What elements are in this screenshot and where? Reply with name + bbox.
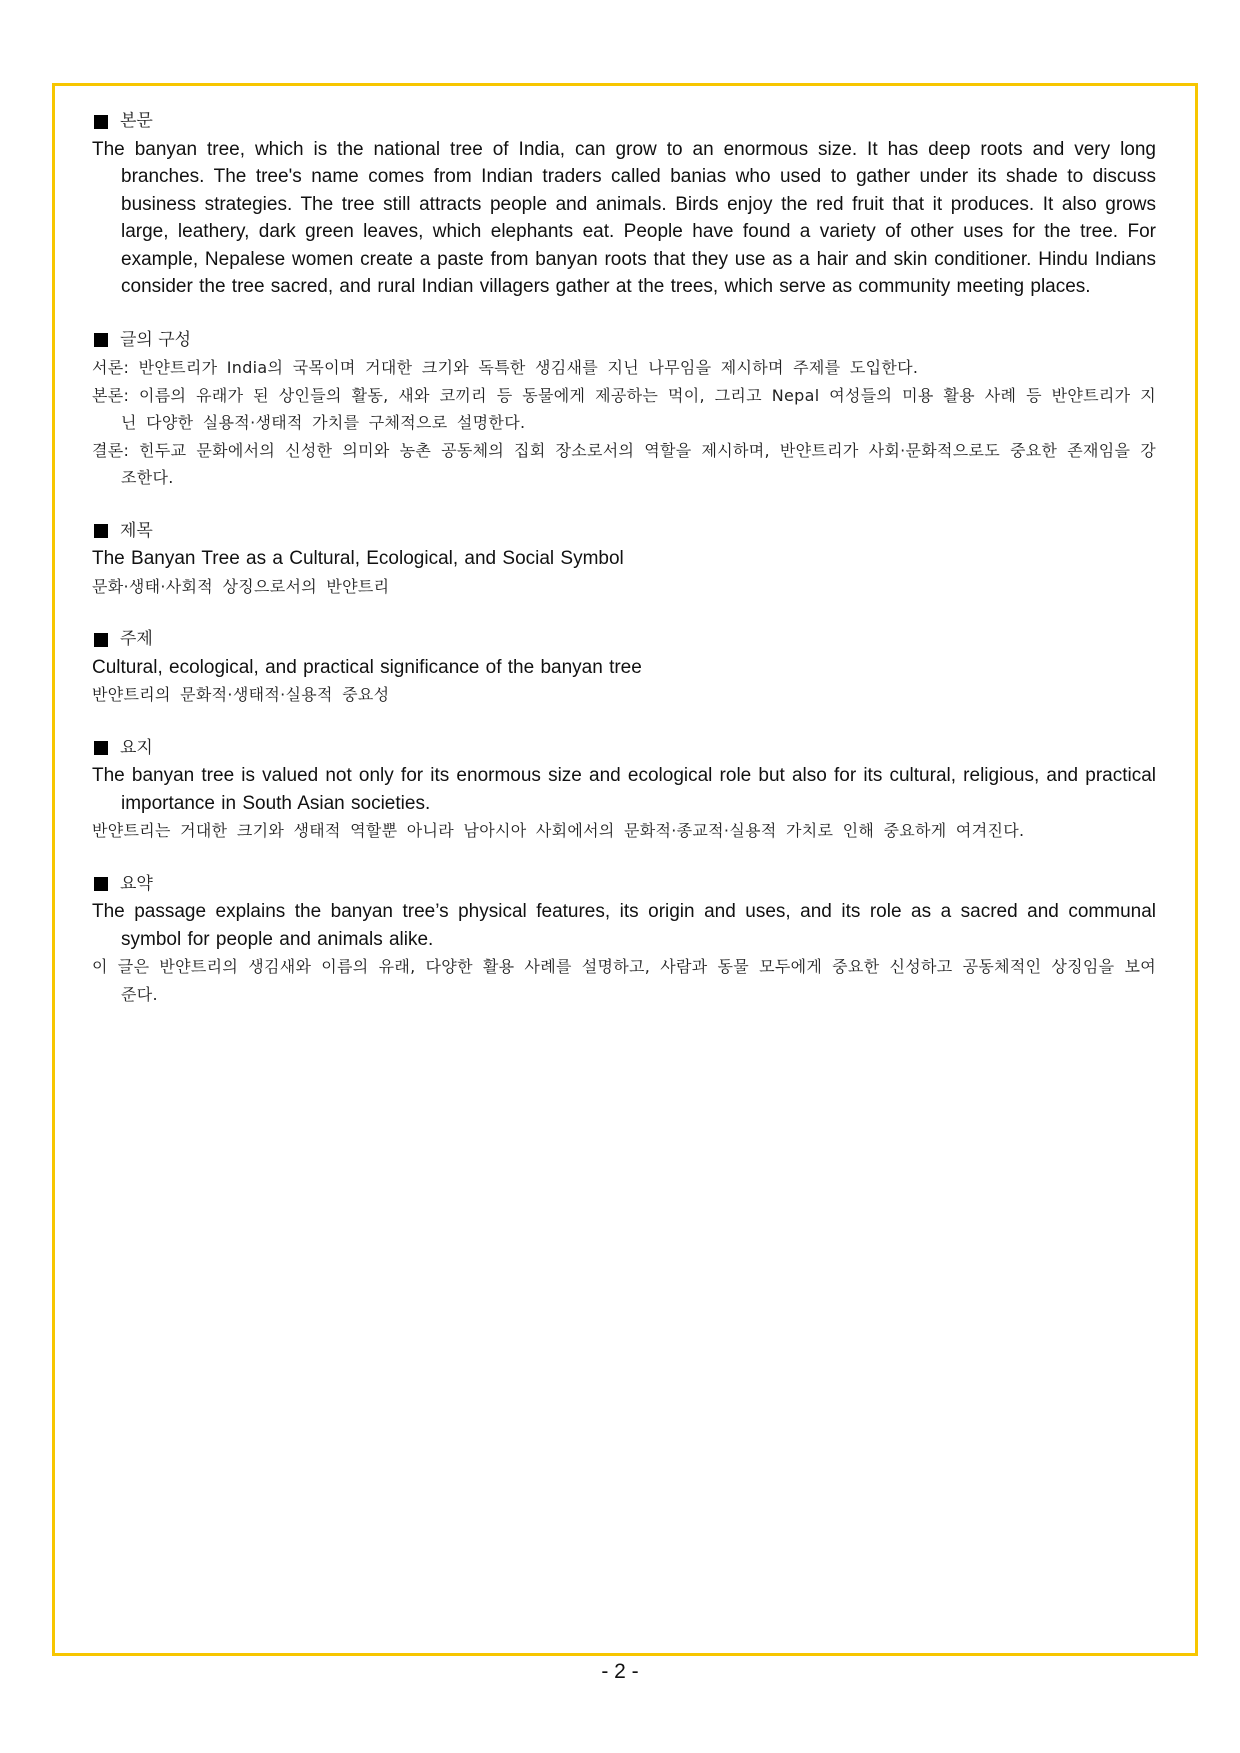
theme-en: Cultural, ecological, and practical significance of the banyan tree [92, 656, 642, 678]
section-heading [92, 871, 1156, 899]
gist-ko: 반얀트리는 거대한 크기와 생태적 역할뿐 아니라 남아시아 사회에서의 문화적·종교적·실용적 가치로 인해 중요하게 여겨진다. [92, 821, 1025, 840]
section-heading [92, 735, 1156, 763]
document-content [92, 108, 1156, 1034]
heading-label: 본문 [120, 111, 153, 131]
heading-label: 제목 [120, 520, 153, 541]
heading-label: 글의 구성 [120, 329, 192, 350]
square-bullet-icon [94, 877, 108, 891]
structure-conclusion: 결론: 힌두교 문화에서의 신성한 의미와 농촌 공동체의 집회 장소로서의 역할을 제시하며, 반얀트리가 사회·문화적으로도 중요한 존재임을 강조한다. [92, 440, 1156, 487]
square-bullet-icon [94, 333, 108, 347]
structure-body: 본론: 이름의 유래가 된 상인들의 활동, 새와 코끼리 등 동물에게 제공하는 먹이, 그리고 Nepal 여성들의 미용 활용 사례 등 반얀트리가 지닌 다양한 실용적·생태적 가치를 구체적으로 설명한다. [92, 385, 1156, 432]
section-title [92, 518, 1156, 601]
section-heading [92, 626, 1156, 654]
summary-en: The passage explains the banyan tree’s physical features, its origin and uses, and its role as a sacred and communal symbol for people and animals alike. [92, 901, 1156, 950]
section-heading [92, 327, 1156, 355]
square-bullet-icon [94, 115, 108, 129]
section-summary [92, 871, 1156, 1009]
structure-intro: 서론: 반얀트리가 India의 국목이며 거대한 크기와 독특한 생김새를 지닌 나무임을 제시하며 주제를 도입한다. [92, 358, 919, 377]
gist-en: The banyan tree is valued not only for its enormous size and ecological role but also for its cultural, religious, and practical importance in South Asian societies. [92, 765, 1156, 814]
page-number: - 2 - [601, 1660, 639, 1683]
section-heading [92, 518, 1156, 546]
summary-ko: 이 글은 반얀트리의 생김새와 이름의 유래, 다양한 활용 사례를 설명하고, 사람과 동물 모두에게 중요한 신성하고 공동체적인 상징임을 보여준다. [92, 957, 1156, 1004]
title-en: The Banyan Tree as a Cultural, Ecological, and Social Symbol [92, 548, 624, 569]
square-bullet-icon [94, 741, 108, 755]
section-theme [92, 626, 1156, 709]
section-gist [92, 735, 1156, 845]
heading-label: 주제 [120, 629, 153, 649]
section-structure [92, 327, 1156, 492]
title-ko: 문화·생태·사회적 상징으로서의 반얀트리 [92, 576, 390, 596]
heading-label: 요지 [120, 737, 153, 758]
theme-ko: 반얀트리의 문화적·생태적·실용적 중요성 [92, 685, 390, 704]
square-bullet-icon [94, 633, 108, 647]
section-heading [92, 108, 1156, 136]
heading-label: 요약 [120, 873, 153, 894]
square-bullet-icon [94, 524, 108, 538]
passage-text: The banyan tree, which is the national tree of India, can grow to an enormous size. It has deep roots and very long branches. The tree's name comes from Indian traders called banias who used to gather under its shade to discuss business strategies. The tree still attracts people and animals. Birds enjoy the red fruit that it produces. It also grows large, leathery, dark green leaves, which elephants eat. People have found a variety of other uses for the tree. For example, Nepalese women create a paste from banyan roots that they use as a hair and skin conditioner. Hindu Indians consider the tree sacred, and rural Indian villagers gather at the trees, which serve as community meeting places. [92, 138, 1156, 297]
section-body [92, 108, 1156, 301]
